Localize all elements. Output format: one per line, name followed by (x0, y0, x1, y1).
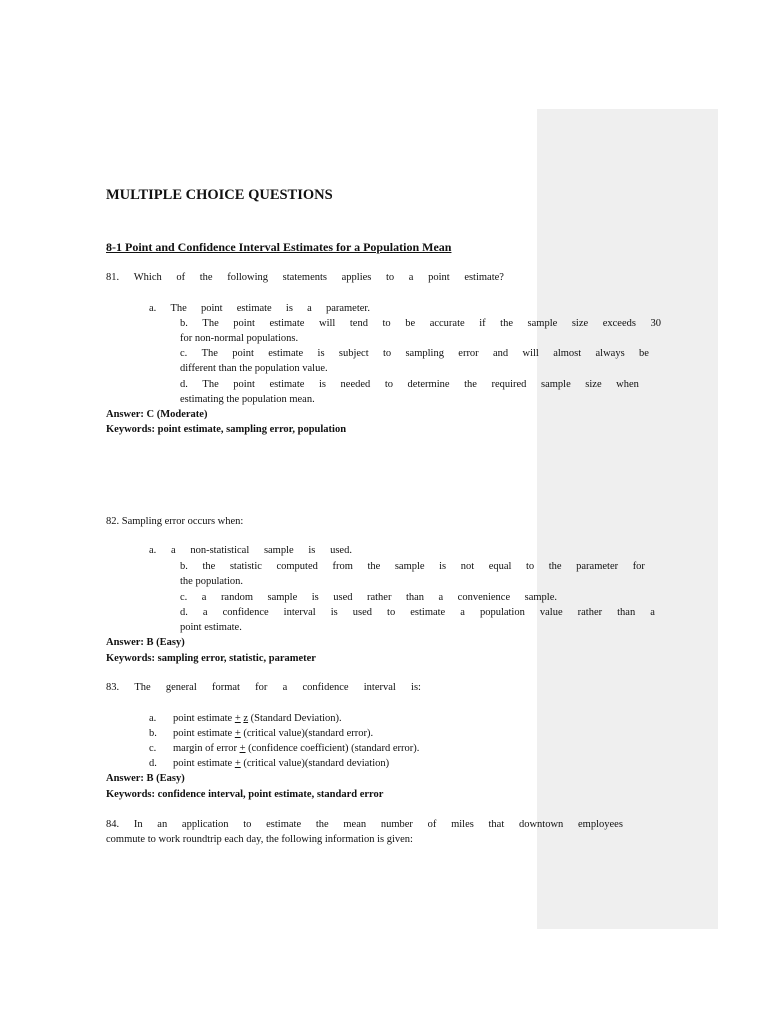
word: is (285, 303, 293, 314)
word: sample (394, 561, 425, 572)
word: equal (488, 561, 512, 572)
page-heading: MULTIPLE CHOICE QUESTIONS (106, 187, 333, 203)
word: tend (349, 318, 368, 329)
word: The (202, 379, 219, 390)
word: statements (282, 272, 327, 283)
q83-answer: Answer: B (Easy) (106, 773, 185, 784)
word: estimate (266, 819, 302, 830)
word: an (157, 819, 168, 830)
word: a (202, 607, 208, 618)
word: to (384, 379, 393, 390)
word: mean (343, 819, 367, 830)
word: if (479, 318, 486, 329)
q83-option-b: b. point estimate + (critical value)(standard error). (149, 728, 374, 739)
word: point (232, 348, 254, 359)
word: Which (133, 272, 162, 283)
word: needed (340, 379, 371, 390)
q82-keywords: Keywords: sampling error, statistic, parameter (106, 653, 316, 664)
word: a (408, 272, 414, 283)
word: sample (267, 592, 298, 603)
word: point (233, 318, 255, 329)
word: number (380, 819, 413, 830)
q83-option-c: c. margin of error + (confidence coefficient) (standard error). (149, 743, 420, 754)
word: accurate (429, 318, 465, 329)
q83-option-a: a. point estimate + z (Standard Deviation). (149, 713, 342, 724)
q81-option-b-cont: for non-normal populations. (180, 333, 299, 344)
word: parameter (576, 561, 619, 572)
word: estimate (269, 318, 305, 329)
q82-option-b-cont: the population. (180, 576, 243, 587)
word: almost (553, 348, 582, 359)
word: a (201, 592, 207, 603)
word: point (428, 272, 450, 283)
word: to (526, 561, 535, 572)
word: than (405, 592, 425, 603)
word: a (460, 607, 465, 618)
word: estimate (236, 303, 272, 314)
word: a. (149, 545, 157, 556)
word: rather (577, 607, 603, 618)
word: to (387, 607, 396, 618)
word: will (522, 348, 539, 359)
section-title: 8-1 Point and Confidence Interval Estimates for a Population Mean (106, 240, 452, 254)
word: will (318, 318, 336, 329)
q84-stem-line2: commute to work roundtrip each day, the following information is given: (106, 834, 413, 845)
word: sample (527, 318, 558, 329)
word: non-statistical (190, 545, 250, 556)
word: sample (263, 545, 294, 556)
word: employees (578, 819, 623, 830)
word: rather (366, 592, 392, 603)
q82-option-b (180, 560, 645, 574)
word: of (427, 819, 437, 830)
word: the (500, 318, 513, 329)
word: the (548, 561, 562, 572)
word: error (458, 348, 479, 359)
word: c. (180, 592, 188, 603)
word: The (134, 682, 151, 693)
q81-option-c (180, 347, 649, 361)
q82-option-c (180, 591, 557, 605)
q81-stem (106, 271, 504, 285)
q81-keywords: Keywords: point estimate, sampling error, population (106, 424, 347, 435)
word: is (439, 561, 447, 572)
q81-option-d-cont: estimating the population mean. (180, 394, 315, 405)
q84-stem-line1 (106, 818, 623, 832)
word: sample (540, 379, 571, 390)
q83-stem (106, 681, 421, 695)
word: to (386, 272, 395, 283)
word: estimate (410, 607, 446, 618)
word: used. (330, 545, 352, 556)
word: estimate (268, 348, 304, 359)
word: convenience (457, 592, 511, 603)
word: is (311, 592, 319, 603)
word: is (318, 379, 326, 390)
word: b. (180, 318, 188, 329)
word: following (227, 272, 269, 283)
word: used (352, 607, 373, 618)
word: when (616, 379, 639, 390)
word: the (199, 272, 213, 283)
word: not (460, 561, 475, 572)
q81-option-a (149, 302, 370, 316)
q81-answer: Answer: C (Moderate) (106, 409, 208, 420)
word: subject (338, 348, 369, 359)
word: is (330, 607, 338, 618)
word: format (211, 682, 240, 693)
word: 83. (106, 682, 120, 693)
word: the (202, 561, 216, 572)
word: point (233, 379, 255, 390)
word: sampling (405, 348, 444, 359)
word: the (367, 561, 381, 572)
word: interval (363, 682, 396, 693)
word: that (488, 819, 505, 830)
word: be (639, 348, 649, 359)
word: applies (341, 272, 372, 283)
word: interval (283, 607, 316, 618)
word: a. (149, 303, 157, 314)
word: confidence (302, 682, 349, 693)
word: a (438, 592, 444, 603)
q82-option-d (180, 606, 655, 620)
word: determine (407, 379, 450, 390)
word: a (307, 303, 312, 314)
word: for (255, 682, 268, 693)
q82-option-d-cont: point estimate. (180, 622, 242, 633)
word: b. (180, 561, 188, 572)
word: downtown (518, 819, 564, 830)
word: is (308, 545, 316, 556)
word: parameter. (325, 303, 370, 314)
word: estimate (269, 379, 305, 390)
word: size (571, 318, 589, 329)
word: The (201, 348, 218, 359)
word: of (176, 272, 186, 283)
q81-option-c-cont: different than the population value. (180, 363, 328, 374)
word: computed (276, 561, 318, 572)
q83-option-d: d. point estimate + (critical value)(standard deviation) (149, 758, 390, 769)
word: point (200, 303, 223, 314)
word: a (650, 607, 655, 618)
q82-stem: 82. Sampling error occurs when: (106, 516, 244, 527)
q81-option-b (180, 317, 661, 331)
word: from (332, 561, 353, 572)
word: The (202, 318, 219, 329)
word: for (632, 561, 645, 572)
word: and (493, 348, 509, 359)
word: estimate? (464, 272, 504, 283)
word: The (170, 303, 187, 314)
word: size (585, 379, 602, 390)
word: than (617, 607, 636, 618)
word: miles (451, 819, 474, 830)
word: general (165, 682, 197, 693)
word: 84. (106, 819, 120, 830)
word: confidence (222, 607, 269, 618)
word: c. (180, 348, 188, 359)
word: statistic (229, 561, 262, 572)
word: value (539, 607, 563, 618)
word: to (382, 318, 391, 329)
word: In (133, 819, 143, 830)
word: required (491, 379, 527, 390)
word: d. (180, 607, 188, 618)
word: the (464, 379, 477, 390)
word: is: (411, 682, 421, 693)
gray-margin-panel (537, 109, 718, 929)
word: random (220, 592, 254, 603)
q81-option-d (180, 378, 639, 392)
word: sample. (524, 592, 557, 603)
word: population (479, 607, 525, 618)
word: a (170, 545, 176, 556)
q82-answer: Answer: B (Easy) (106, 637, 185, 648)
word: to (243, 819, 252, 830)
word: application (181, 819, 229, 830)
word: is (317, 348, 325, 359)
word: the (315, 819, 329, 830)
word: a (282, 682, 288, 693)
word: used (333, 592, 353, 603)
word: be (405, 318, 416, 329)
q83-keywords: Keywords: confidence interval, point estimate, standard error (106, 789, 384, 800)
word: d. (180, 379, 188, 390)
word: always (595, 348, 625, 359)
word: exceeds (602, 318, 636, 329)
q82-option-a (149, 544, 352, 558)
word: 30 (650, 318, 661, 329)
word: to (382, 348, 392, 359)
word: 81. (106, 272, 120, 283)
